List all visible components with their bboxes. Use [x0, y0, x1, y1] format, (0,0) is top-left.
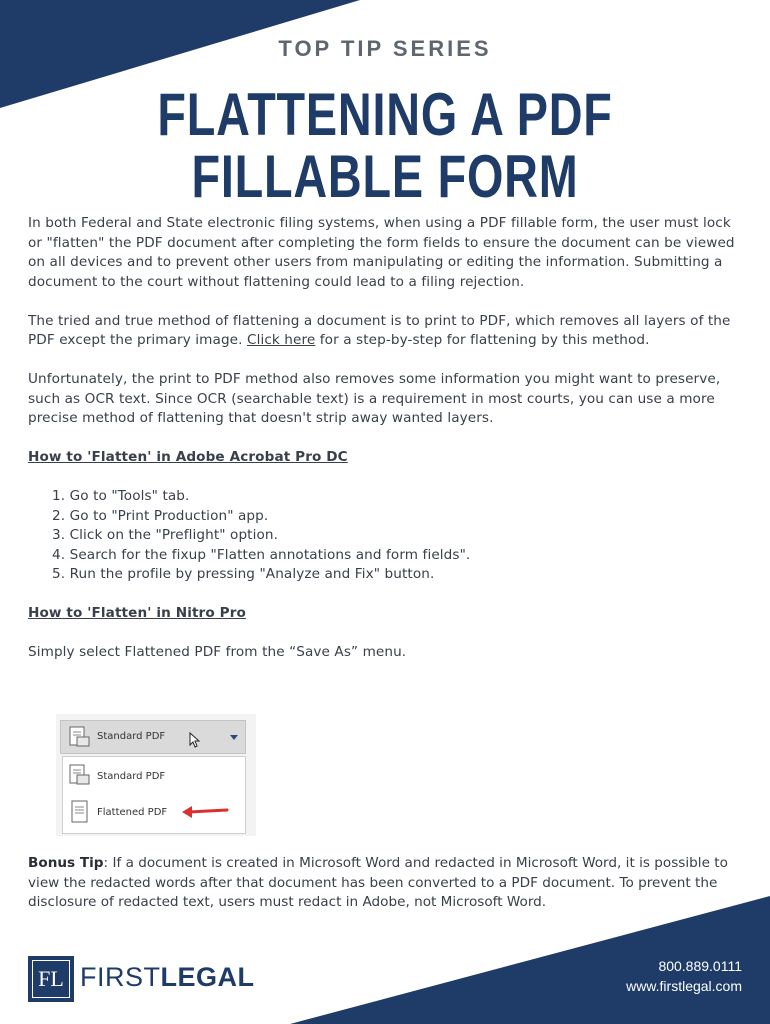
logo-mark-letters: FL — [32, 960, 70, 998]
contact-info — [626, 956, 742, 996]
save-as-dropdown[interactable] — [60, 720, 246, 754]
acrobat-heading: How to 'Flatten' in Adobe Acrobat Pro DC — [28, 449, 348, 465]
bonus-tip-text: : If a document is created in Microsoft Word and redacted in Microsoft Word, it is possible to view the redacted words after that document has been converted to a PDF document. To prevent the disclosure of redacted text, users must redact in Adobe, not Microsoft Word. — [28, 855, 728, 910]
acrobat-step: 2. Go to "Print Production" app. — [52, 507, 269, 524]
intro-paragraph-2 — [28, 312, 744, 351]
nitro-heading: How to 'Flatten' in Nitro Pro — [28, 605, 246, 621]
red-arrow-icon — [181, 805, 229, 819]
menu-option-label: Standard PDF — [97, 771, 166, 782]
menu-option-standard-pdf[interactable] — [63, 759, 245, 793]
logo-word-legal: LEGAL — [160, 962, 255, 992]
intro-paragraph-2-text-b: for a step-by-step for flattening by this method. — [315, 332, 650, 348]
title-line-2: FILLABLE FORM — [191, 143, 579, 210]
first-legal-logo — [28, 956, 255, 1002]
pdf-document-icon — [67, 763, 91, 787]
save-as-menu-screenshot — [56, 714, 256, 836]
logo-word-first: FIRST — [80, 962, 161, 992]
acrobat-steps-list — [28, 487, 744, 585]
flat-document-icon — [69, 799, 91, 825]
save-as-selected-label: Standard PDF — [97, 731, 166, 742]
acrobat-step: 4. Search for the fixup "Flatten annotations and form fields". — [52, 546, 471, 563]
intro-paragraph-2-text-a: The tried and true method of flattening a document is to print to PDF, which removes all layers of the PDF except the primary image. — [28, 312, 731, 348]
series-label: TOP TIP SERIES — [278, 36, 492, 61]
acrobat-step: 3. Click on the "Preflight" option. — [52, 527, 279, 543]
main-content — [28, 214, 744, 682]
bonus-tip — [28, 854, 728, 913]
intro-paragraph-3: Unfortunately, the print to PDF method also removes some information you might want to preserve, such as OCR text. Since OCR (searchable text) is a requirement in most courts, you can use a more precise method of flattening that doesn't strip away wanted layers. — [28, 371, 721, 426]
save-as-options-list — [62, 756, 246, 834]
phone-number: 800.889.0111 — [658, 958, 742, 974]
menu-option-label: Flattened PDF — [97, 807, 168, 818]
website-link[interactable]: www.firstlegal.com — [626, 978, 742, 994]
bonus-tip-label: Bonus Tip — [28, 855, 104, 871]
click-here-link[interactable]: Click here — [247, 332, 316, 348]
chevron-down-icon[interactable] — [229, 734, 239, 742]
menu-option-flattened-pdf[interactable] — [63, 795, 245, 829]
logo-mark — [28, 956, 74, 1002]
nitro-instructions: Simply select Flattened PDF from the “Save As” menu. — [28, 644, 407, 660]
acrobat-step: 1. Go to "Tools" tab. — [52, 488, 190, 504]
title-line-1: FLATTENING A PDF — [157, 81, 613, 148]
acrobat-step: 5. Run the profile by pressing "Analyze and Fix" button. — [52, 566, 435, 582]
intro-paragraph-1: In both Federal and State electronic filing systems, when using a PDF fillable form, the user must lock or "flatten" the PDF document after completing the form fields to ensure the document can be viewed on all devices and to prevent other users from manipulating or editing the information. Submitting a document to the court without flattening could lead to a filing rejection. — [28, 215, 735, 290]
pdf-document-icon — [67, 725, 91, 749]
mouse-cursor-icon — [189, 732, 201, 748]
logo-wordmark — [80, 962, 255, 993]
page-title — [85, 81, 686, 210]
